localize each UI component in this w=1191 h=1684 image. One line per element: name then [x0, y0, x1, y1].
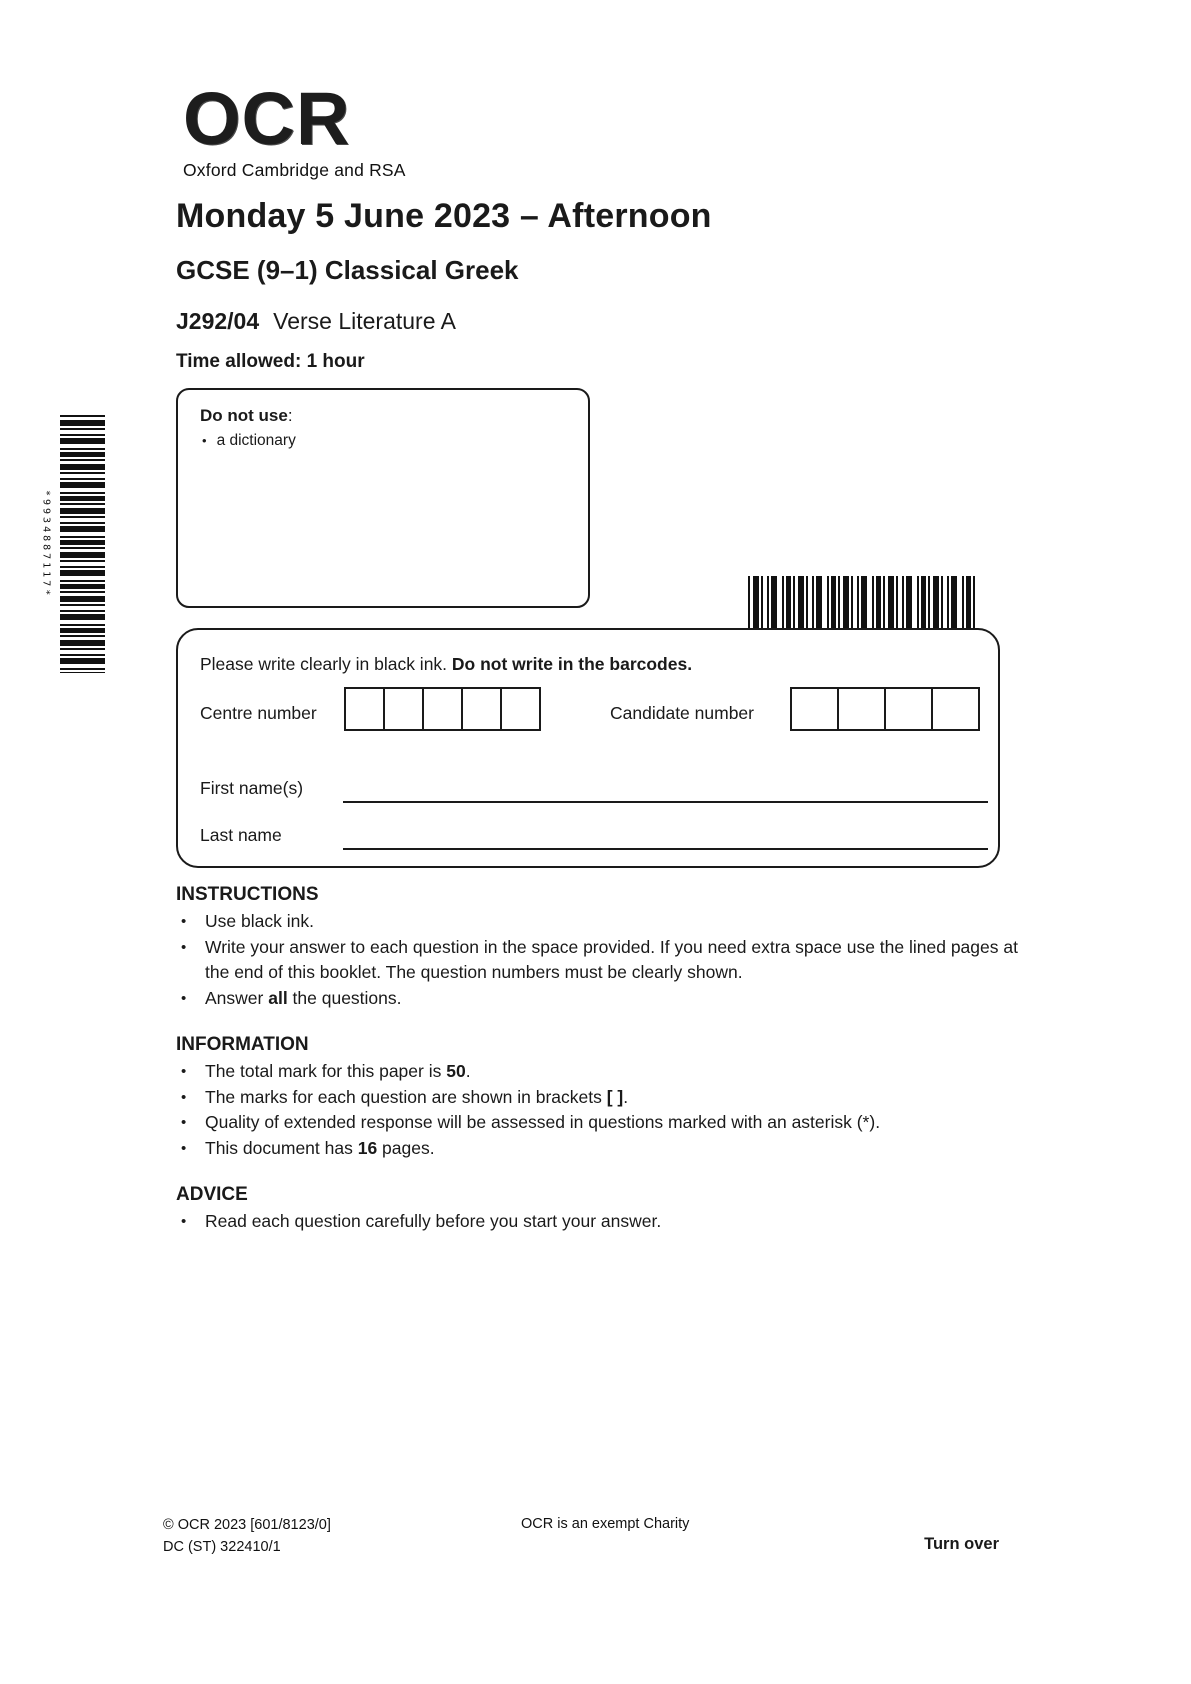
- instructions-item: • Write your answer to each question in the space provided. If you need extra space use the lined pages at the end of this booklet. The question numbers must be clearly shown.: [176, 935, 1024, 986]
- intro-bold: Do not write in the barcodes.: [451, 654, 693, 674]
- instructions-heading: INSTRUCTIONS: [176, 884, 319, 905]
- footer-copyright: © OCR 2023 [601/8123/0]: [163, 1517, 331, 1533]
- last-name-field[interactable]: [343, 824, 988, 850]
- qualification-title: GCSE (9–1) Classical Greek: [176, 255, 519, 285]
- time-allowed: Time allowed: 1 hour: [176, 351, 365, 372]
- bullet-icon: •: [202, 433, 207, 448]
- candidate-number-cells: [790, 687, 980, 731]
- instructions-item: • Answer all the questions.: [176, 986, 1024, 1012]
- candidate-number-cell[interactable]: [884, 687, 933, 731]
- do-not-use-heading-suffix: :: [287, 406, 293, 425]
- footer-left: [163, 1514, 331, 1558]
- footer-doc-ref: DC (ST) 322410/1: [163, 1539, 281, 1555]
- centre-number-cell[interactable]: [422, 687, 463, 731]
- instructions-list: [176, 909, 1024, 1011]
- advice-heading: ADVICE: [176, 1184, 248, 1205]
- centre-number-cells: [344, 687, 541, 731]
- information-item: • This document has 16 pages.: [176, 1136, 1024, 1162]
- information-heading: INFORMATION: [176, 1034, 309, 1055]
- information-item: • The total mark for this paper is 50.: [176, 1059, 1024, 1085]
- candidate-box-intro: [200, 654, 692, 675]
- vertical-barcode: [60, 415, 105, 673]
- centre-number-label: Centre number: [200, 703, 317, 723]
- vertical-barcode-label: *9934887117*: [40, 489, 52, 599]
- centre-number-cell[interactable]: [461, 687, 502, 731]
- paper-code: J292/04: [176, 308, 260, 334]
- intro-regular: Please write clearly in black ink.: [200, 654, 452, 674]
- exam-date-title: Monday 5 June 2023 – Afternoon: [176, 197, 712, 235]
- information-item: • The marks for each question are shown in brackets [ ].: [176, 1085, 1024, 1111]
- centre-number-cell[interactable]: [383, 687, 424, 731]
- first-name-label: First name(s): [200, 778, 304, 798]
- instructions-item: • Use black ink.: [176, 909, 1024, 935]
- do-not-use-item: [202, 432, 296, 450]
- candidate-details-box: [176, 628, 1000, 868]
- last-name-label: Last name: [200, 825, 282, 845]
- centre-number-cell[interactable]: [500, 687, 541, 731]
- candidate-number-cell[interactable]: [931, 687, 980, 731]
- centre-number-cell[interactable]: [344, 687, 385, 731]
- ocr-logo-text: OCR: [183, 77, 351, 160]
- footer-charity: OCR is an exempt Charity: [521, 1516, 690, 1532]
- advice-item: • Read each question carefully before you start your answer.: [176, 1209, 1024, 1235]
- advice-list: [176, 1209, 1024, 1235]
- do-not-use-item-text: a dictionary: [216, 432, 296, 449]
- candidate-number-label: Candidate number: [610, 703, 754, 723]
- lower-sections: [176, 884, 1024, 1235]
- do-not-use-heading-bold: Do not use: [200, 406, 288, 425]
- first-name-field[interactable]: [343, 777, 988, 803]
- horizontal-barcode: [748, 576, 976, 636]
- candidate-number-cell[interactable]: [837, 687, 886, 731]
- ocr-logo-subtext: Oxford Cambridge and RSA: [183, 160, 406, 180]
- information-item: • Quality of extended response will be assessed in questions marked with an asterisk (*).: [176, 1110, 1024, 1136]
- paper-name: Verse Literature A: [273, 308, 456, 334]
- do-not-use-heading: [200, 406, 293, 426]
- turn-over-label: Turn over: [924, 1535, 999, 1553]
- information-list: [176, 1059, 1024, 1161]
- do-not-use-box: [176, 388, 590, 608]
- ocr-logo: [183, 77, 406, 181]
- candidate-number-cell[interactable]: [790, 687, 839, 731]
- paper-line: [176, 308, 456, 335]
